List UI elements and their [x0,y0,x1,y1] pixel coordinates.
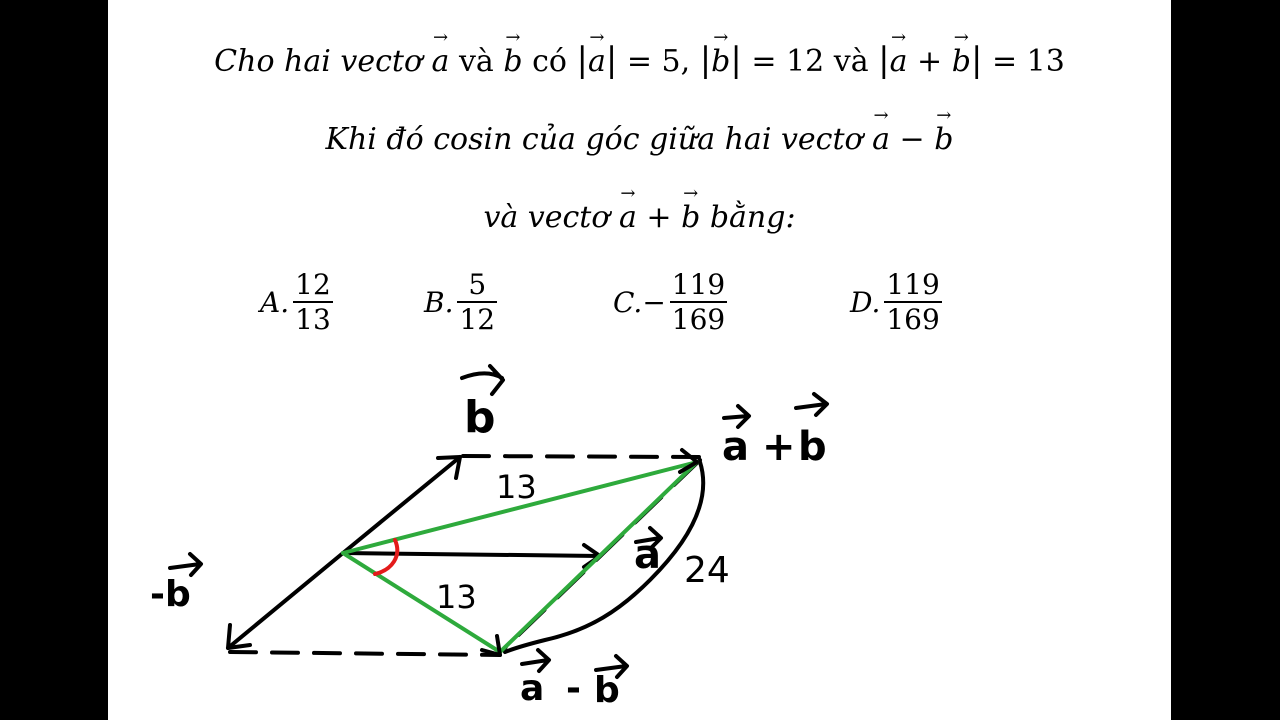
arrow-over-neg-b [170,554,201,575]
problem-line-3: và vectơ → a + → b bằng: [108,200,1171,235]
option-c: C. − $\frac{119}{169}$ [613,268,726,336]
arrow-over-sum-b [796,394,827,415]
problem-line-1: Cho hai vectơ → a và → b có |→ a| = 5, |→ b| = 12 và |→ a + → b| = 13 [108,40,1171,80]
option-d: D. $\frac{119}{169}$ [850,268,940,336]
vector-a-arrow [343,553,600,556]
label-a: a [634,532,661,578]
label-sum-a: a [722,424,749,470]
option-b: B. $\frac{5}{12}$ [424,268,496,336]
option-a: A. $\frac{12}{13}$ [260,268,331,336]
label-24: 24 [684,550,730,591]
label-b: b [464,392,496,443]
vector-a: → a [432,44,450,79]
vector-b: → b [503,44,522,79]
label-sum-plus: + [762,424,796,470]
label-neg-b: -b [150,574,191,615]
problem-line-2: Khi đó cosin của góc giữa hai vectơ → a − → b [108,122,1171,157]
label-13-top: 13 [496,468,537,506]
label-diff-a: a [520,668,545,709]
vector-neg-b-arrow [228,553,343,648]
arrow-over-b [462,366,503,394]
label-diff-b: b [594,670,620,711]
label-13-mid: 13 [436,578,477,616]
sum-arrowhead [680,450,697,472]
label-sum-b: b [798,424,827,470]
dashed-edge-bottom [230,652,500,655]
dashed-edge-top [463,456,700,457]
label-diff-minus: - [566,668,581,709]
